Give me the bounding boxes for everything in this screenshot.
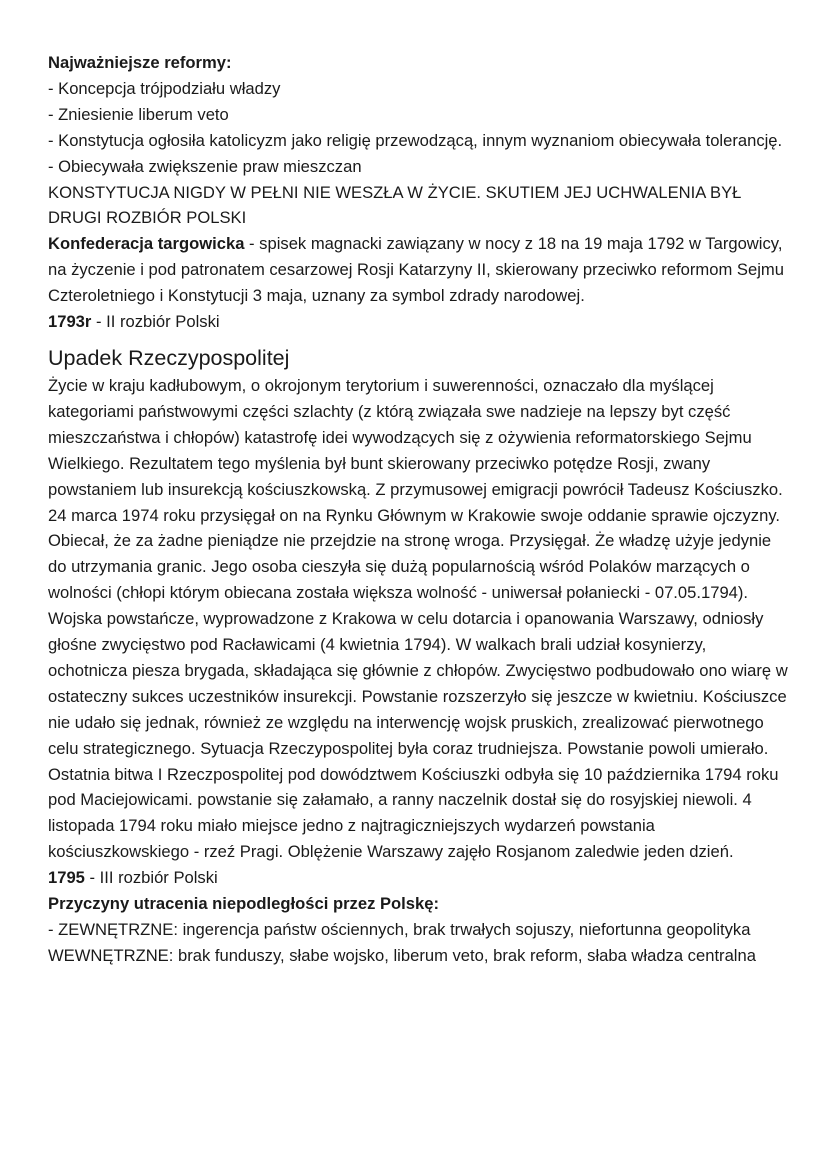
section-title: Upadek Rzeczypospolitej (48, 345, 290, 370)
partition-2-text: - II rozbiór Polski (91, 312, 220, 332)
partition-3-year: 1795 (48, 868, 85, 888)
reform-item: - Konstytucja ogłosiła katolicyzm jako religię przewodzącą, innym wyznaniom obiecywała tolerancję. (48, 130, 783, 150)
causes-heading: Przyczyny utracenia niepodległości przez Polskę: (48, 894, 440, 914)
partition-3-text: - III rozbiór Polski (84, 868, 218, 888)
constitution-note: KONSTYTUCJA NIGDY W PEŁNI NIE WESZŁA W ŻYCIE. SKUTIEM JEJ UCHWALENIA BYŁ DRUGI ROZBIÓR POLSKI (48, 182, 742, 228)
targowica-definition: - spisek magnacki zawiązany w nocy z 18 na 19 maja 1792 w Targowicy, na życzenie i pod patronatem cesarzowej Rosji Katarzyny II, skierowany przeciwko reformom Sejmu Czteroletniego i Konstytucji 3 maja, uznany za symbol zdrady narodowej. (48, 234, 784, 306)
reforms-heading: Najważniejsze reformy: (48, 53, 232, 72)
targowica-paragraph (48, 231, 790, 309)
reform-item: - Obiecywała zwiększenie praw mieszczan (48, 156, 362, 176)
reform-item: - Zniesienie liberum veto (48, 104, 229, 124)
section-body: Życie w kraju kadłubowym, o okrojonym terytorium i suwerenności, oznaczało dla myślącej kategoriami państwowymi części szlachty (z którą związała swe nadzieje na lepszy byt część mieszczaństwa i chłopów) katastrofę idei wywodzących się z ożywienia reformatorskiego Sejmu Wielkiego. Rezultatem tego myślenia był bunt skierowany przeciwko potędze Rosji, zwany powstaniem lub insurekcją kościuszkowską. Z przymusowej emigracji powrócił Tadeusz Kościuszko. 24 marca 1974 roku przysięgał on na Rynku Głównym w Krakowie swoje oddanie sprawie ojczyzny. Obiecał, że za żadne pieniądze nie przejdzie na stronę wroga. Przysięgał. Że władzę użyje jedynie do utrzymania granic. Jego osoba cieszyła się dużą popularnością wśród Polaków marzących o wolności (chłopi którym obiecana została większa wolność - uniwersał połaniecki - 07.05.1794). Wojska powstańcze, wyprowadzone z Krakowa w celu dotarcia i opanowania Warszawy, odniosły głośne zwycięstwo pod Racławicami (4 kwietnia 1794). W walkach brali udział kosynierzy, ochotnicza piesza brygada, składająca się głównie z chłopów. Zwycięstwo podbudowało ono wiarę w ostateczny sukces uczestników insurekcji. Powstanie rozszerzyło się jeszcze w kwietniu. Kościuszce nie udało się jednak, również ze względu na interwencję wojsk pruskich, zrealizować pierwotnego celu strategicznego. Sytuacja Rzeczypospolitej była coraz trudniejsza. Powstanie powoli umierało. Ostatnia bitwa I Rzeczpospolitej pod dowództwem Kościuszki odbyła się 10 października 1794 roku pod Maciejowicami. powstanie się załamało, a ranny naczelnik dostał się do rosyjskiej niewoli. 4 listopada 1794 roku miało miejsce jedno z najtragiczniejszych wydarzeń powstania kościuszkowskiego - rzeź Pragi. Oblężenie Warszawy zajęło Rosjanom zaledwie jeden dzień. (48, 375, 788, 862)
partition-2-line (48, 309, 790, 335)
targowica-term: Konfederacja targowicka (48, 234, 245, 254)
partition-3-line (48, 865, 790, 891)
document-page (48, 50, 790, 969)
partition-2-year: 1793r (48, 312, 92, 332)
reform-item: - Koncepcja trójpodziału władzy (48, 78, 281, 98)
causes-text: - ZEWNĘTRZNE: ingerencja państw ościennych, brak trwałych sojuszy, niefortunna geopolityka WEWNĘTRZNE: brak funduszy, słabe wojsko, liberum veto, brak reform, słaba władza centralna (48, 920, 756, 965)
